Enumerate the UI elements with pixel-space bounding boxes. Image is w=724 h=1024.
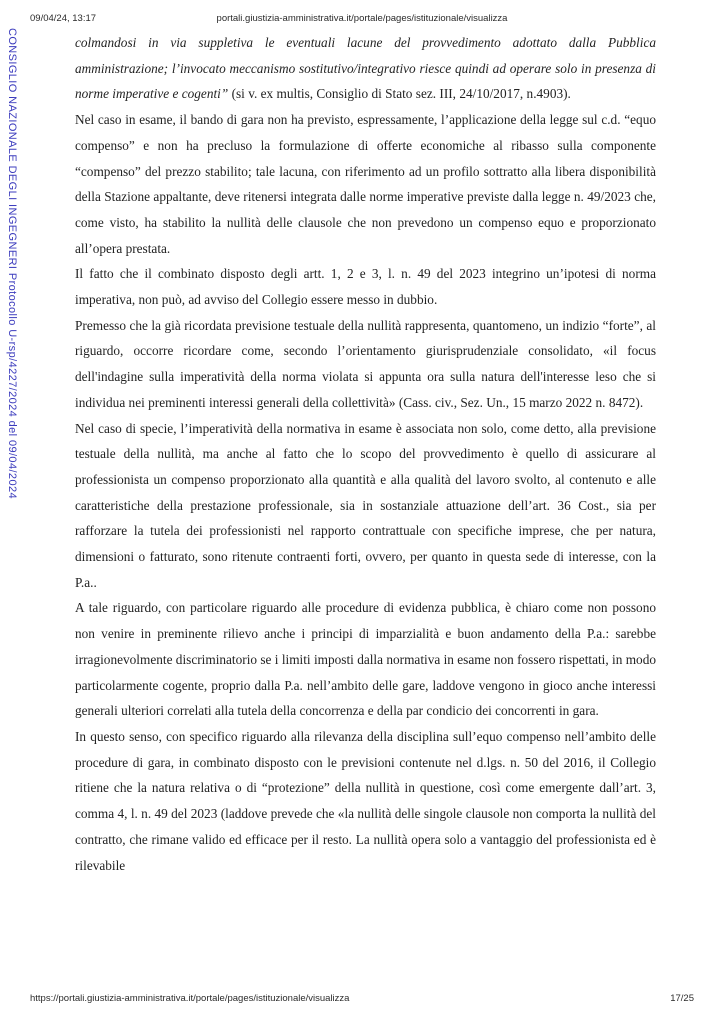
paragraph: A tale riguardo, con particolare riguardo alle procedure di evidenza pubblica, è chiaro come non possono non venire in preminente rilievo anche i principi di imparzialità e buon andamento della P.a.: sarebbe irragionevolmente discriminatorio se i limiti imposti dalla normativa in esame non fossero rispettati, in modo particolarmente cogente, proprio dalla P.a. nell’ambito delle gare, laddove vengono in gioco anche interessi generali ulteriori correlati alla tutela della concorrenza e della par condicio dei concorrenti in gara.	[75, 600, 656, 719]
paragraph-citation-segment: (si v. ex multis, Consiglio di Stato sez. III, 24/10/2017, n.4903).	[228, 86, 571, 102]
print-footer	[30, 993, 694, 1004]
print-source-url: portali.giustizia-amministrativa.it/portale/pages/istituzionale/visualizza	[216, 13, 508, 24]
paragraph-continuation-quote	[75, 30, 656, 107]
paragraph: In questo senso, con specifico riguardo alla rilevanza della disciplina sull’equo compenso nell’ambito delle procedure di gara, in combinato disposto con le previsioni contenute nel d.lgs. n. 50 del 2016, il Collegio ritiene che la natura relativa o di “protezione” della nullità in questione, così come emergente dall’art. 3, comma 4, l. n. 49 del 2023 (laddove prevede che «la nullità delle singole clausole non comporta la nullità del contratto, che rimane valido ed efficace per il resto. La nullità opera solo a vantaggio del professionista ed è rilevabile	[75, 728, 656, 873]
page-number: 17/25	[670, 993, 694, 1004]
paragraph: Premesso che la già ricordata previsione testuale della nullità rappresenta, quantomeno, un indizio “forte”, al riguardo, occorre ricordare come, secondo l’orientamento giurisprudenziale consolidato, «il focus dell'indagine sulla imperatività della norma violata si appunta ora sulla natura dell'interesse leso che si individua nei preminenti interessi generali della collettività» (Cass. civ., Sez. Un., 15 marzo 2022 n. 8472).	[75, 317, 656, 410]
paragraph: Nel caso di specie, l’imperatività della normativa in esame è associata non solo, come detto, alla previsione testuale della nullità, ma anche al fatto che lo scopo del provvedimento è quello di assicurare al professionista un compenso proporzionato alla quantità e alla qualità del lavoro svolto, al contenuto e alle caratteristiche della prestazione professionale, sia in sostanziale attuazione dell’art. 36 Cost., sia per rafforzare la tutela dei professionisti nel rapporto contrattuale con specifiche imprese, che per natura, dimensioni o fatturato, sono ritenute contraenti forti, ovvero, per quanto in questa sede di interesse, con la P.a..	[75, 420, 656, 590]
document-body	[75, 30, 656, 878]
paragraph: Il fatto che il combinato disposto degli artt. 1, 2 e 3, l. n. 49 del 2023 integrino un’ipotesi di norma imperativa, non può, ad avviso del Collegio essere messo in dubbio.	[75, 266, 656, 308]
print-header	[30, 13, 694, 27]
footer-url: https://portali.giustizia-amministrativa.it/portale/pages/istituzionale/visualizza	[30, 993, 350, 1004]
paragraph: Nel caso in esame, il bando di gara non ha previsto, espressamente, l’applicazione della legge sul c.d. “equo compenso” e non ha precluso la formulazione di offerte economiche al ribasso sulla componente “compenso” del prezzo stabilito; tale lacuna, con riferimento ad un profilo sottratto alla libera disponibilità della Stazione appaltante, deve ritenersi integrata dalle norme imperative previste dalla legge n. 49/2023 che, come visto, ha stabilito la nullità delle clausole che non prevedono un compenso equo e proporzionato all’opera prestata.	[75, 112, 656, 256]
paragraph-italic-segment: colmandosi in via suppletiva le eventuali lacune del provvedimento adottato dalla Pubblica amministrazione; l’invocato meccanismo sostitutivo/integrativo riesce quindi ad operare solo in presenza di norme imperative e cogenti”	[75, 35, 656, 102]
protocol-stamp: CONSIGLIO NAZIONALE DEGLI INGEGNERI Protocollo U-rsp/4227/2024 del 09/04/2024	[6, 28, 18, 499]
print-datetime: 09/04/24, 13:17	[30, 13, 97, 24]
